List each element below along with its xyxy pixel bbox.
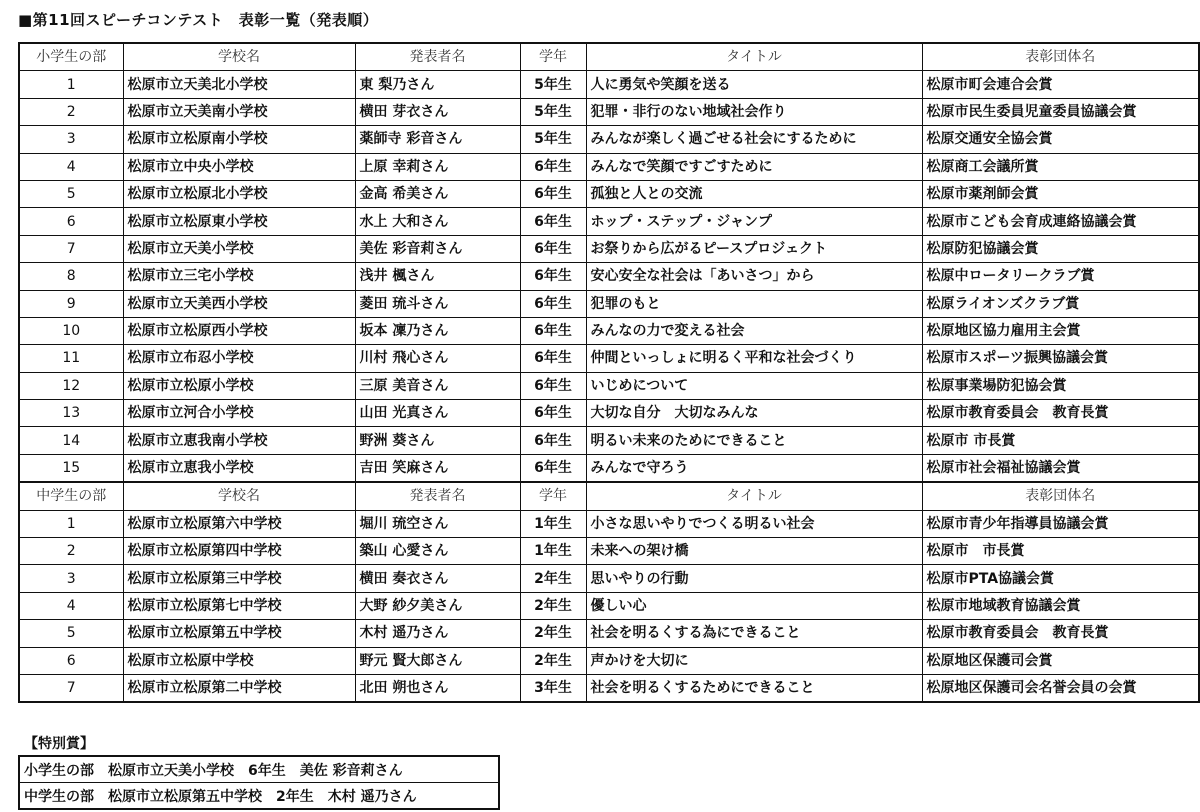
grade: 6年生 [520,400,586,427]
grade: 6年生 [520,372,586,399]
speech-title: 大切な自分 大切なみんな [586,400,922,427]
award-organization: 松原地区協力雇用主会賞 [922,317,1199,344]
school-name: 松原市立松原第五中学校 [123,620,355,647]
table-row [19,126,1199,153]
school-name: 松原市立中央小学校 [123,153,355,180]
row-number: 5 [19,180,123,207]
award-organization: 松原中ロータリークラブ賞 [922,263,1199,290]
row-number: 12 [19,372,123,399]
award-organization: 松原市町会連合会賞 [922,71,1199,98]
speaker-name: 横田 芽衣さん [355,98,520,125]
school-name: 松原市立松原第四中学校 [123,538,355,565]
grade: 6年生 [520,290,586,317]
speaker-name: 野洲 葵さん [355,427,520,454]
school-name: 松原市立恵我南小学校 [123,427,355,454]
row-number: 2 [19,538,123,565]
award-organization: 松原市教育委員会 教育長賞 [922,620,1199,647]
speaker-name: 大野 紗夕美さん [355,592,520,619]
grade: 5年生 [520,98,586,125]
grade: 6年生 [520,345,586,372]
award-organization: 松原市民生委員児童委員協議会賞 [922,98,1199,125]
school-name: 松原市立松原北小学校 [123,180,355,207]
school-name: 松原市立三宅小学校 [123,263,355,290]
speech-title: 社会を明るくする為にできること [586,620,922,647]
grade: 2年生 [520,592,586,619]
table-row [19,427,1199,454]
school-name: 松原市立布忍小学校 [123,345,355,372]
speaker-name: 美佐 彩音莉さん [355,235,520,262]
table-row [19,263,1199,290]
column-header: 発表者名 [355,482,520,510]
award-organization: 松原市PTA協議会賞 [922,565,1199,592]
table-row [19,98,1199,125]
table-row [19,510,1199,537]
special-award-entry: 小学生の部 松原市立天美小学校 6年生 美佐 彩音莉さん [19,756,499,783]
school-name: 松原市立松原東小学校 [123,208,355,235]
special-award-row [19,756,499,783]
special-award-title: 【特別賞】 [24,736,94,752]
table-row [19,674,1199,702]
speaker-name: 三原 美音さん [355,372,520,399]
row-number: 5 [19,620,123,647]
award-organization: 松原交通安全協会賞 [922,126,1199,153]
grade: 6年生 [520,427,586,454]
grade: 6年生 [520,235,586,262]
column-header: 小学生の部 [19,43,123,71]
speaker-name: 浅井 楓さん [355,263,520,290]
table-row [19,345,1199,372]
speech-title: みんなで守ろう [586,454,922,482]
grade: 6年生 [520,153,586,180]
speech-title: 声かけを大切に [586,647,922,674]
grade: 2年生 [520,620,586,647]
school-name: 松原市立松原第六中学校 [123,510,355,537]
award-organization: 松原ライオンズクラブ賞 [922,290,1199,317]
row-number: 9 [19,290,123,317]
school-name: 松原市立天美北小学校 [123,71,355,98]
award-organization: 松原市教育委員会 教育長賞 [922,400,1199,427]
school-name: 松原市立松原第二中学校 [123,674,355,702]
award-organization: 松原市 市長賞 [922,427,1199,454]
grade: 6年生 [520,208,586,235]
speech-title: お祭りから広がるピースプロジェクト [586,235,922,262]
award-organization: 松原防犯協議会賞 [922,235,1199,262]
column-header: 学校名 [123,482,355,510]
grade: 6年生 [520,263,586,290]
award-table [18,42,1200,703]
award-organization: 松原市社会福祉協議会賞 [922,454,1199,482]
speech-title: 明るい未来のためにできること [586,427,922,454]
grade: 6年生 [520,317,586,344]
grade: 5年生 [520,126,586,153]
table-row [19,208,1199,235]
column-header: 表彰団体名 [922,482,1199,510]
speech-title: 犯罪のもと [586,290,922,317]
speaker-name: 薬師寺 彩音さん [355,126,520,153]
speech-title: 孤独と人との交流 [586,180,922,207]
grade: 3年生 [520,674,586,702]
speaker-name: 水上 大和さん [355,208,520,235]
award-organization: 松原地区保護司会賞 [922,647,1199,674]
table-row [19,538,1199,565]
speech-title: 社会を明るくするためにできること [586,674,922,702]
award-organization: 松原市 市長賞 [922,538,1199,565]
school-name: 松原市立天美南小学校 [123,98,355,125]
award-organization: 松原商工会議所賞 [922,153,1199,180]
section-header-row [19,43,1199,71]
column-header: 表彰団体名 [922,43,1199,71]
award-organization: 松原市地域教育協議会賞 [922,592,1199,619]
speaker-name: 川村 飛心さん [355,345,520,372]
column-header: 学年 [520,43,586,71]
grade: 6年生 [520,180,586,207]
row-number: 4 [19,592,123,619]
table-row [19,592,1199,619]
award-organization: 松原市こども会育成連絡協議会賞 [922,208,1199,235]
table-row [19,454,1199,482]
special-award-table [18,755,500,810]
grade: 1年生 [520,538,586,565]
speech-title: 小さな思いやりでつくる明るい社会 [586,510,922,537]
row-number: 10 [19,317,123,344]
row-number: 7 [19,235,123,262]
row-number: 1 [19,71,123,98]
table-row [19,647,1199,674]
school-name: 松原市立松原西小学校 [123,317,355,344]
speaker-name: 築山 心愛さん [355,538,520,565]
row-number: 3 [19,126,123,153]
column-header: 学年 [520,482,586,510]
school-name: 松原市立天美西小学校 [123,290,355,317]
speech-title: みんなで笑顔ですごすために [586,153,922,180]
row-number: 14 [19,427,123,454]
special-award-table-body [19,756,499,809]
speech-title: 仲間といっしょに明るく平和な社会づくり [586,345,922,372]
table-row [19,153,1199,180]
award-organization: 松原地区保護司会名誉会員の会賞 [922,674,1199,702]
school-name: 松原市立松原小学校 [123,372,355,399]
award-organization: 松原事業場防犯協会賞 [922,372,1199,399]
speech-title: 優しい心 [586,592,922,619]
grade: 1年生 [520,510,586,537]
school-name: 松原市立松原第七中学校 [123,592,355,619]
speaker-name: 吉田 笑麻さん [355,454,520,482]
school-name: 松原市立松原南小学校 [123,126,355,153]
award-organization: 松原市青少年指導員協議会賞 [922,510,1199,537]
grade: 2年生 [520,565,586,592]
school-name: 松原市立松原第三中学校 [123,565,355,592]
speech-title: 犯罪・非行のない地域社会作り [586,98,922,125]
grade: 2年生 [520,647,586,674]
row-number: 7 [19,674,123,702]
special-award-entry: 中学生の部 松原市立松原第五中学校 2年生 木村 遥乃さん [19,783,499,810]
award-table-body [19,43,1199,702]
school-name: 松原市立松原中学校 [123,647,355,674]
table-row [19,565,1199,592]
speaker-name: 菱田 琉斗さん [355,290,520,317]
school-name: 松原市立恵我小学校 [123,454,355,482]
table-row [19,290,1199,317]
speaker-name: 木村 遥乃さん [355,620,520,647]
speaker-name: 山田 光真さん [355,400,520,427]
speech-title: 思いやりの行動 [586,565,922,592]
school-name: 松原市立天美小学校 [123,235,355,262]
row-number: 3 [19,565,123,592]
row-number: 1 [19,510,123,537]
column-header: タイトル [586,482,922,510]
document-title: ■第11回スピーチコンテスト 表彰一覧（発表順） [18,11,379,29]
speech-title: いじめについて [586,372,922,399]
grade: 6年生 [520,454,586,482]
row-number: 8 [19,263,123,290]
speech-title: ホップ・ステップ・ジャンプ [586,208,922,235]
speaker-name: 金高 希美さん [355,180,520,207]
speaker-name: 堀川 琉空さん [355,510,520,537]
column-header: 中学生の部 [19,482,123,510]
speech-title: みんなの力で変える社会 [586,317,922,344]
section-header-row [19,482,1199,510]
table-row [19,180,1199,207]
row-number: 4 [19,153,123,180]
school-name: 松原市立河合小学校 [123,400,355,427]
row-number: 15 [19,454,123,482]
speech-title: 未来への架け橋 [586,538,922,565]
speech-title: 安心安全な社会は「あいさつ」から [586,263,922,290]
speaker-name: 坂本 凜乃さん [355,317,520,344]
award-organization: 松原市薬剤師会賞 [922,180,1199,207]
grade: 5年生 [520,71,586,98]
table-row [19,400,1199,427]
table-row [19,372,1199,399]
speaker-name: 上原 幸莉さん [355,153,520,180]
column-header: 学校名 [123,43,355,71]
speech-title: 人に勇気や笑顔を送る [586,71,922,98]
speaker-name: 野元 賢大郎さん [355,647,520,674]
table-row [19,620,1199,647]
column-header: 発表者名 [355,43,520,71]
table-row [19,235,1199,262]
row-number: 6 [19,208,123,235]
speaker-name: 横田 奏衣さん [355,565,520,592]
row-number: 6 [19,647,123,674]
table-row [19,71,1199,98]
column-header: タイトル [586,43,922,71]
speech-title: みんなが楽しく過ごせる社会にするために [586,126,922,153]
row-number: 13 [19,400,123,427]
table-row [19,317,1199,344]
speaker-name: 東 梨乃さん [355,71,520,98]
award-organization: 松原市スポーツ振興協議会賞 [922,345,1199,372]
speaker-name: 北田 朔也さん [355,674,520,702]
row-number: 11 [19,345,123,372]
special-award-row [19,783,499,810]
row-number: 2 [19,98,123,125]
